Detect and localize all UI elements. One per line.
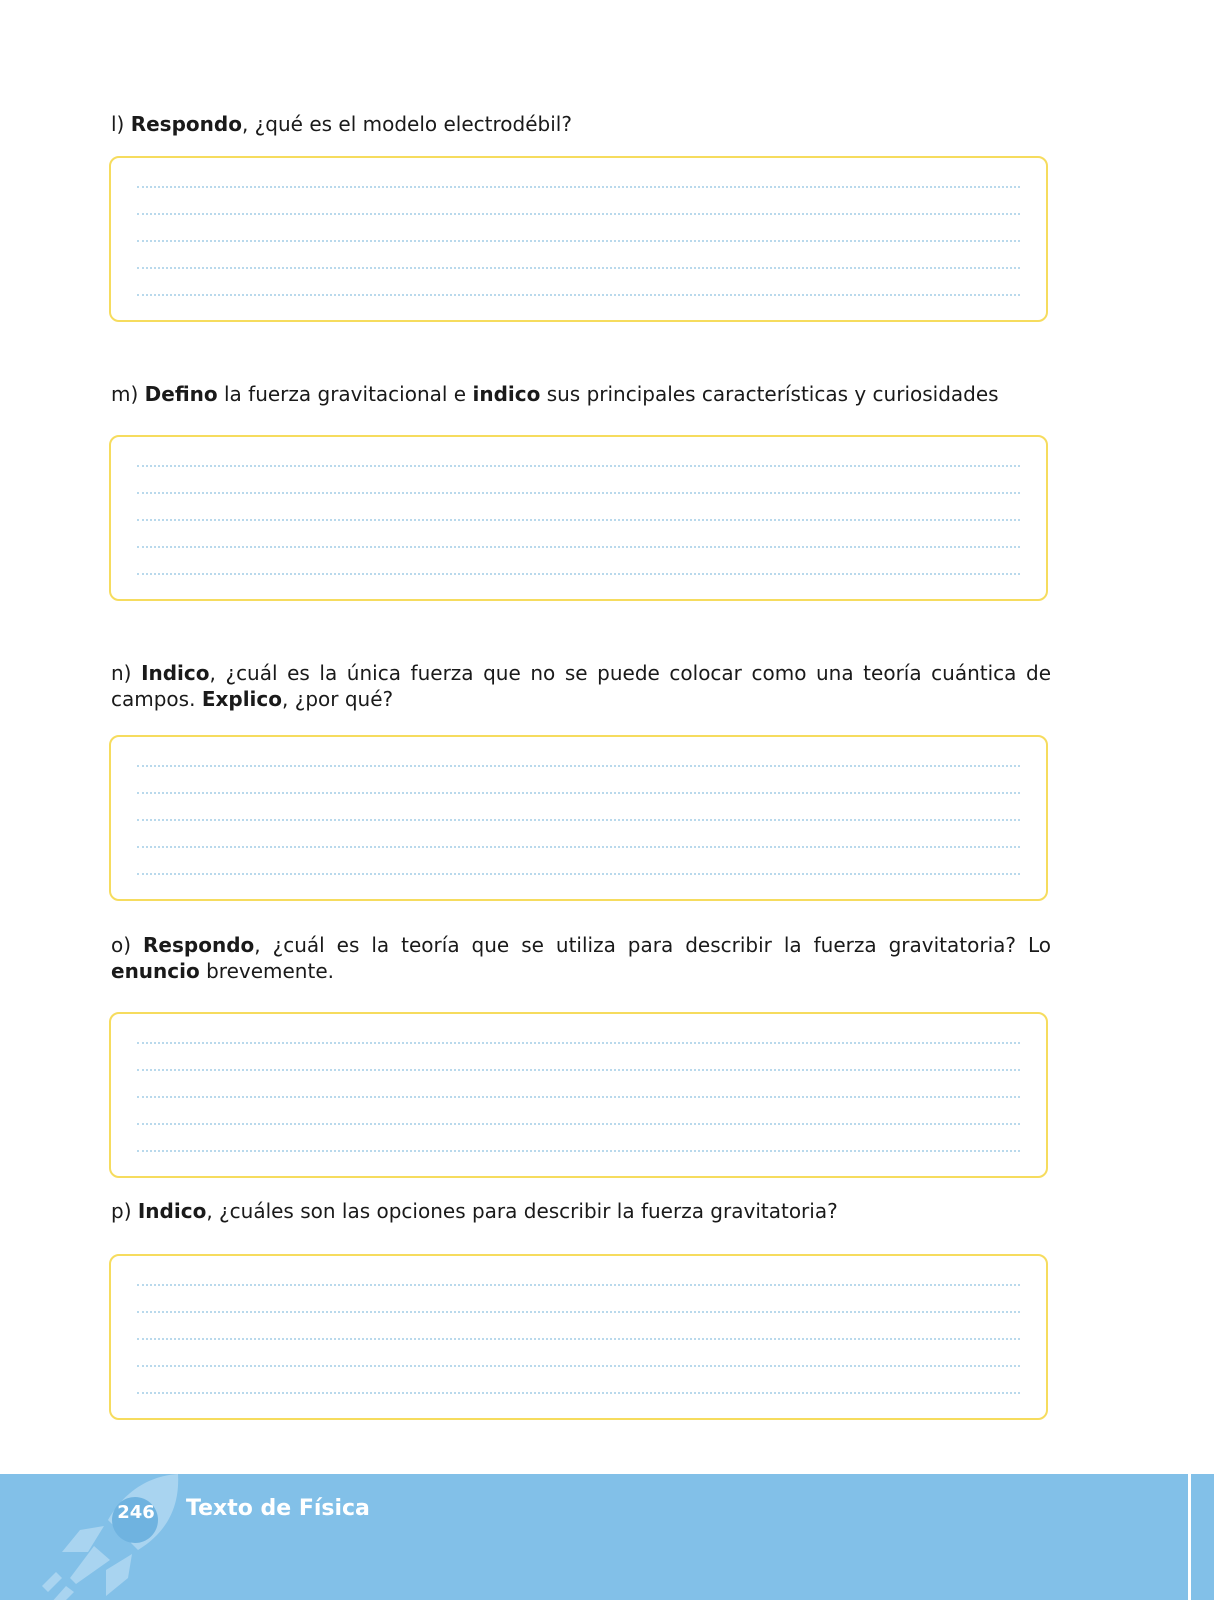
page-footer xyxy=(0,1474,1188,1600)
answer-line xyxy=(137,1042,1020,1044)
question-l xyxy=(111,111,1051,137)
question-letter: m) xyxy=(111,382,139,406)
answer-line xyxy=(137,1392,1020,1394)
answer-box-p[interactable] xyxy=(109,1254,1048,1420)
answer-line xyxy=(137,873,1020,875)
question-p xyxy=(111,1198,1051,1224)
question-keyword: Indico xyxy=(137,1199,207,1223)
book-title: Texto de Física xyxy=(186,1496,370,1521)
answer-line xyxy=(137,1096,1020,1098)
answer-line xyxy=(137,546,1020,548)
answer-line xyxy=(137,213,1020,215)
question-keyword: enuncio xyxy=(111,959,200,983)
question-keyword: Respondo xyxy=(143,933,255,957)
answer-line xyxy=(137,1150,1020,1152)
question-text: la fuerza gravitacional e xyxy=(217,382,473,406)
answer-line xyxy=(137,846,1020,848)
question-n xyxy=(111,660,1051,712)
answer-box-o[interactable] xyxy=(109,1012,1048,1178)
question-text: , ¿por qué? xyxy=(282,687,394,711)
answer-line xyxy=(137,792,1020,794)
question-keyword: Respondo xyxy=(130,112,242,136)
question-letter: l) xyxy=(111,112,125,136)
answer-box-m[interactable] xyxy=(109,435,1048,601)
answer-line xyxy=(137,1284,1020,1286)
question-letter: p) xyxy=(111,1199,132,1223)
question-letter: n) xyxy=(111,661,132,685)
footer-edge-strip xyxy=(1191,1474,1214,1600)
question-text: brevemente. xyxy=(199,959,334,983)
answer-line xyxy=(137,1365,1020,1367)
answer-line xyxy=(137,1311,1020,1313)
answer-line xyxy=(137,1123,1020,1125)
question-text: , ¿cuál es la única fuerza que no se puede colocar como una teoría cuántica de campos. xyxy=(111,661,1051,711)
question-text: , ¿cuáles son las opciones para describir la fuerza gravitatoria? xyxy=(206,1199,838,1223)
answer-box-l[interactable] xyxy=(109,156,1048,322)
question-keyword: Defino xyxy=(144,382,218,406)
question-m xyxy=(111,381,1051,407)
question-letter: o) xyxy=(111,933,132,957)
question-keyword: Explico xyxy=(201,687,282,711)
answer-box-n[interactable] xyxy=(109,735,1048,901)
answer-line xyxy=(137,573,1020,575)
answer-line xyxy=(137,765,1020,767)
question-keyword: indico xyxy=(472,382,541,406)
answer-line xyxy=(137,267,1020,269)
answer-line xyxy=(137,465,1020,467)
answer-line xyxy=(137,186,1020,188)
rocket-icon xyxy=(40,1474,190,1600)
answer-line xyxy=(137,519,1020,521)
answer-line xyxy=(137,240,1020,242)
answer-line xyxy=(137,492,1020,494)
answer-line xyxy=(137,294,1020,296)
page-number: 246 xyxy=(117,1502,155,1523)
question-keyword: Indico xyxy=(141,661,210,685)
question-o xyxy=(111,932,1051,984)
answer-line xyxy=(137,1069,1020,1071)
question-text: , ¿qué es el modelo electrodébil? xyxy=(241,112,572,136)
answer-line xyxy=(137,819,1020,821)
question-text: , ¿cuál es la teoría que se utiliza para describir la fuerza gravitatoria? Lo xyxy=(254,933,1052,957)
question-text: sus principales características y curiosidades xyxy=(540,382,999,406)
answer-line xyxy=(137,1338,1020,1340)
